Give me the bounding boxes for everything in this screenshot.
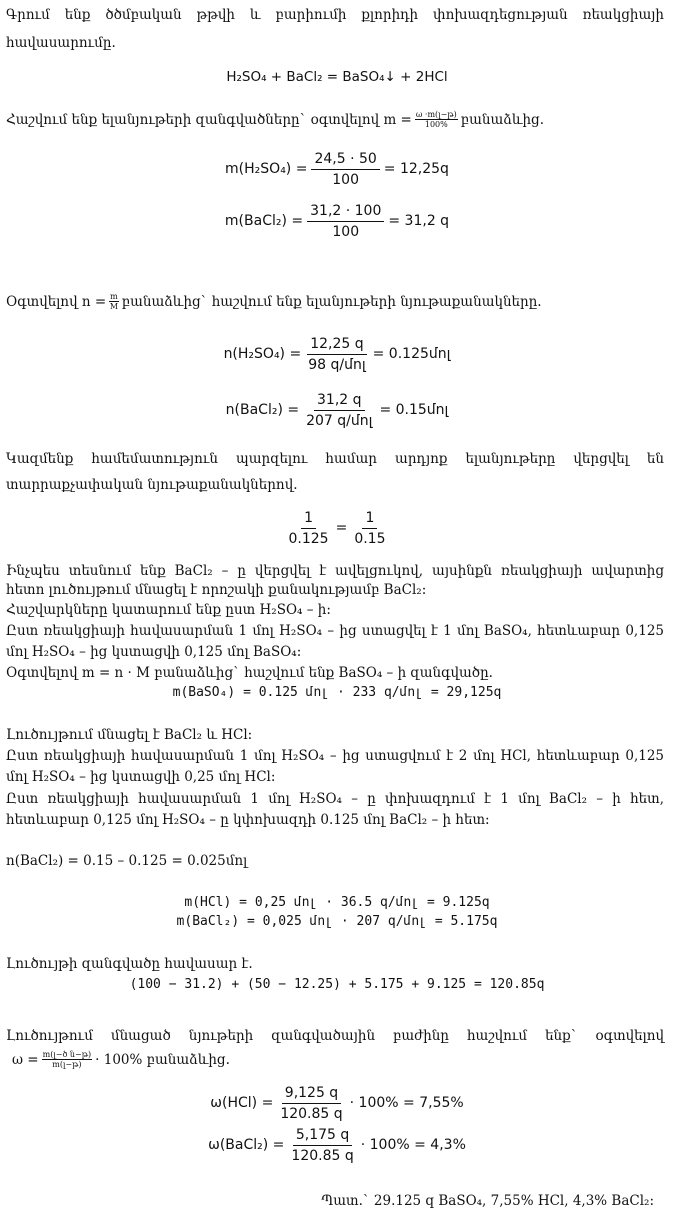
equation-fraction [303,392,375,429]
text-fragment: բանաձևից. [460,111,544,128]
fraction-denominator: 98 q/մոլ [308,356,366,373]
equation-m-baso4: m(BaSO₄) = 0.125 մոլ · 233 q/մոլ = 29,125q [172,685,502,700]
text-fragment: ω = [12,1051,39,1068]
text-line: Լուծույթում մնացած նյութերի զանգվածային բաժինը հաշվում ենք` օգտվելով [6,1028,664,1044]
fraction-numerator: 12,25 q [307,336,366,355]
equation-fraction [288,1127,356,1164]
fraction-denominator: 100 [332,171,359,188]
text-line: Գրում ենք ծծմբական թթվի և բարիումի քլորիդի փոխազդեցության ռեակցիայի [6,7,664,23]
final-answer: Պատ.` 29.125 q BaSO₄, 7,55% HCl, 4,3% BaCl₂: [321,1193,654,1209]
equation-w-bacl2 [0,1124,674,1166]
mass-formula-line [6,110,544,129]
moles-formula-fraction [109,292,119,311]
equation-n-bacl2 [0,388,674,432]
text-fragment: Օգտվելով n = [6,293,107,310]
fraction-denominator: 120.85 q [280,1105,343,1122]
fraction-numerator: 1 [362,510,377,529]
equation-lhs: ω(HCl) = [210,1095,274,1111]
equation-rhs: = 0.125մոլ [372,346,451,362]
fraction-denominator: 100% [424,120,448,129]
equation-rhs: = 12,25q [383,161,449,177]
ratio-fraction-left [286,510,332,547]
equation-lhs: m(BaCl₂) = [224,213,304,229]
equation-lhs: ω(BaCl₂) = [208,1137,285,1153]
equation-n-h2so4 [0,332,674,376]
text-fragment: Հաշվում ենք ելանյութերի զանգվածները` օգտվելով m = [6,111,412,128]
fraction-numerator: 31,2 · 100 [307,203,384,222]
fraction-denominator: 0.15 [354,530,386,547]
fraction-denominator: m(լ−թ) [52,1060,82,1069]
equation-fraction [305,336,368,373]
text-line: Օգտվելով m = n · M բանաձևից` հաշվում ենք BaSO₄ – ի զանգվածը. [6,665,493,681]
text-line: հետո լուծույթում մնացել է որոշակի քանակությամբ BaCl₂: [6,582,427,598]
fraction-denominator: 100 [332,223,360,240]
text-line: Ըստ ռեակցիայի հավասարման 1 մոլ H₂SO₄ – ից ստացվում է 2 մոլ HCl, հետևաբար 0,125 [6,748,664,764]
text-line: Կազմենք համեմատություն պարզելու համար արդյոք ելանյութերը վերցվել են [6,451,664,467]
equation-fraction [311,151,379,188]
equation-ratio [0,506,674,550]
equation-lhs: m(H₂SO₄) = [225,161,308,177]
equation-lhs: n(H₂SO₄) = [223,346,302,362]
text-line: n(BaCl₂) = 0.15 – 0.125 = 0.025մոլ [6,853,248,869]
fraction-numerator: 31,2 q [314,392,365,411]
equation-m-h2so4 [0,148,674,190]
equation-rhs: · 100% = 4,3% [360,1137,466,1153]
fraction-denominator: M [109,302,119,311]
fraction-numerator: 9,125 q [282,1085,341,1104]
text-fragment: բանաձևից` հաշվում ենք ելանյութերի նյութաքանակները. [121,293,542,310]
equation-lhs: n(BaCl₂) = [225,402,300,418]
fraction-denominator: 120.85 q [291,1147,354,1164]
equation-m-hcl: m(HCl) = 0,25 մոլ · 36.5 q/մոլ = 9.125q [184,895,490,910]
text-line: հավասարումը. [6,35,116,51]
text-line: տարրաքչափական նյութաքանակներով. [6,477,298,493]
fraction-numerator: 24,5 · 50 [311,151,379,170]
text-line: Ինչպես տեսնում ենք BaCl₂ – ը վերցվել է ավելցուկով, այսինքն ռեակցիայի ավարտից [6,563,664,579]
moles-formula-line [6,292,542,311]
text-line: Ըստ ռեակցիայի հավասարման 1 մոլ H₂SO₄ – ը փոխազդում է 1 մոլ BaCl₂ – ի հետ, [6,791,664,807]
text-line: Ըստ ռեակցիայի հավասարման 1 մոլ H₂SO₄ – ից ստացվել է 1 մոլ BaSO₄, հետևաբար 0,125 [6,623,664,639]
text-line: հետևաբար 0,125 մոլ H₂SO₄ – ը կփոխազդի 0.125 մոլ BaCl₂ – ի հետ: [6,812,490,828]
text-line: մոլ H₂SO₄ – ից կստացվի 0,25 մոլ HCl: [6,769,276,785]
equation-rhs: = 31,2 q [388,213,450,229]
fraction-numerator: 1 [301,510,316,529]
text-line: Հաշվարկները կատարում ենք ըստ H₂SO₄ – ի: [6,602,331,618]
text-fragment: · 100% բանաձևից. [95,1051,230,1068]
equation-rhs: = 0.15մոլ [379,402,449,418]
mass-formula-fraction [415,110,458,129]
text-line: Լուծույթում մնացել է BaCl₂ և HCl: [6,727,253,743]
equation-rhs: · 100% = 7,55% [349,1095,464,1111]
ratio-fraction-right [351,510,388,547]
equation-w-hcl [0,1082,674,1124]
text-line: մոլ H₂SO₄ – ից կստացվի 0,125 մոլ BaSO₄: [6,644,302,660]
equation-m-bacl2-rest: m(BaCl₂) = 0,025 մոլ · 207 q/մոլ = 5.175q [176,914,498,929]
fraction-numerator: m [110,292,118,301]
fraction-numerator: m(լ−ծ ն−թ) [42,1050,92,1059]
equation-solution-mass: (100 − 31.2) + (50 − 12.25) + 5.175 + 9.125 = 120.85q [129,977,545,992]
text-line: Լուծույթի զանգվածը հավասար է. [6,956,253,972]
reaction-equation: H₂SO₄ + BaCl₂ = BaSO₄↓ + 2HCl [226,69,448,85]
equation-fraction [307,203,384,240]
fraction-denominator: 0.125 [288,530,329,547]
equals-sign: = [335,520,348,536]
equation-fraction [277,1085,345,1122]
fraction-numerator: 5,175 q [293,1127,352,1146]
fraction-numerator: ω ·m(լ−թ) [415,110,457,119]
equation-m-bacl2 [0,200,674,242]
fraction-denominator: 207 q/մոլ [306,412,373,429]
mass-fraction-formula [42,1050,93,1069]
fraction-formula-line [12,1050,230,1069]
